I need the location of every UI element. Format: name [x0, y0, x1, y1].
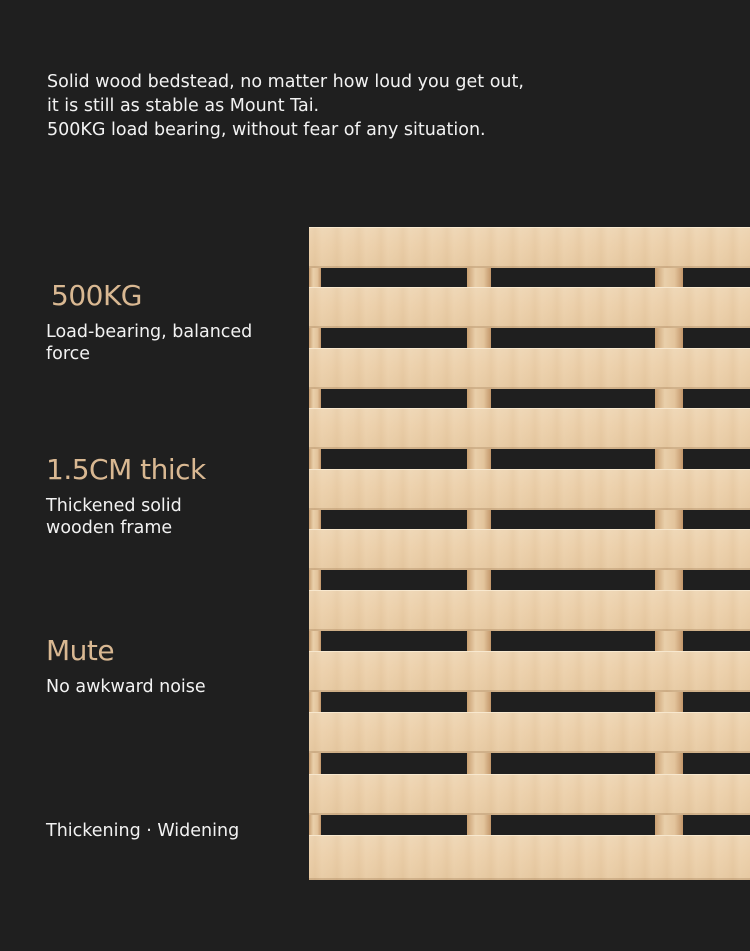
feature-desc-line: force — [46, 344, 91, 364]
wood-slat — [309, 590, 750, 631]
intro-line: 500KG load bearing, without fear of any situation. — [47, 120, 486, 140]
feature-description — [46, 495, 206, 539]
wooden-slat-bed-base-image — [309, 227, 750, 880]
feature-desc-line: wooden frame — [46, 518, 173, 538]
intro-text — [47, 70, 607, 142]
intro-line: Solid wood bedstead, no matter how loud you get out, — [47, 72, 524, 92]
feature-load-bearing — [46, 279, 252, 365]
feature-description — [46, 820, 239, 842]
feature-title: 500KG — [51, 279, 143, 312]
feature-widening — [46, 820, 239, 842]
feature-mute — [46, 634, 206, 698]
wood-slat — [309, 287, 750, 328]
wood-slat — [309, 651, 750, 692]
feature-description — [46, 676, 206, 698]
feature-desc-line: Thickening · Widening — [46, 821, 240, 841]
feature-desc-line: Load-bearing, balanced — [46, 322, 253, 342]
feature-title: Mute — [46, 634, 115, 667]
wood-slat — [309, 835, 750, 880]
feature-desc-line: No awkward noise — [46, 677, 206, 697]
feature-desc-line: Thickened solid — [46, 496, 182, 516]
wood-slat — [309, 774, 750, 815]
feature-description — [46, 321, 252, 365]
wood-slat — [309, 469, 750, 510]
feature-thickness — [46, 453, 206, 539]
feature-title: 1.5CM thick — [46, 453, 206, 486]
intro-line: it is still as stable as Mount Tai. — [47, 96, 320, 116]
wood-slat — [309, 529, 750, 570]
wood-slat — [309, 348, 750, 389]
wood-slat — [309, 712, 750, 753]
wood-slat — [309, 408, 750, 449]
wood-slat — [309, 227, 750, 268]
